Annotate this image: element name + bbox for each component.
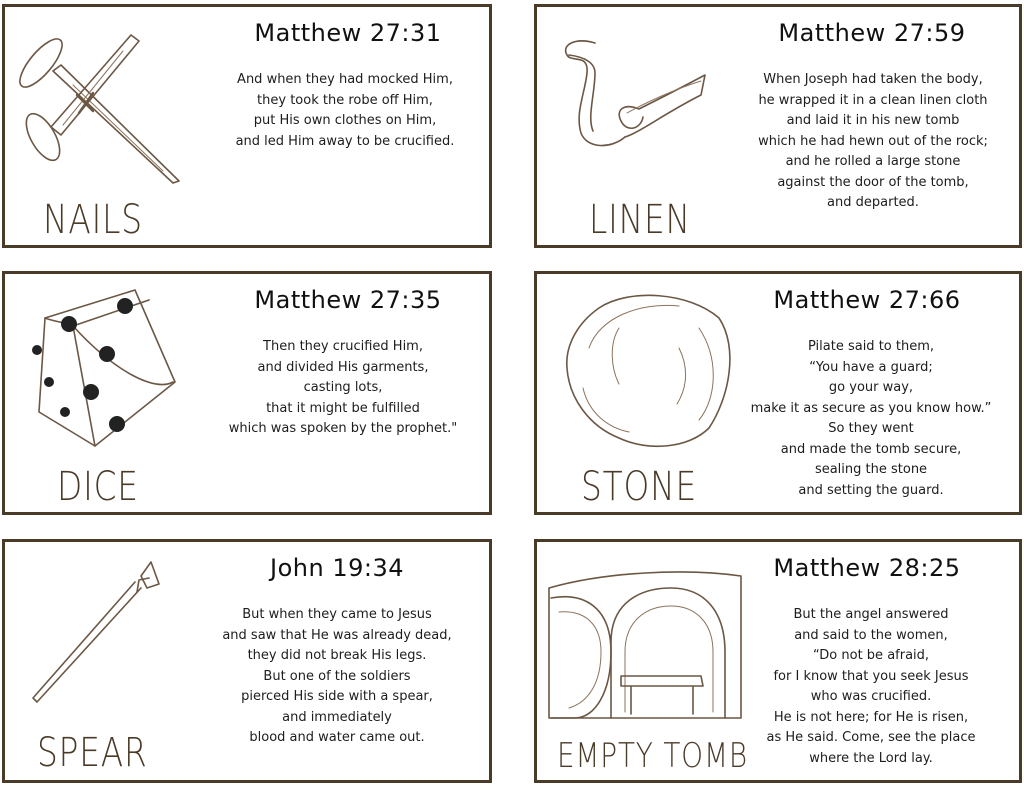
verse-text [721,337,1021,501]
verse-line: and setting the guard. [798,482,944,498]
verse-line: and led Him away to be crucified. [235,133,455,149]
nails-icon [13,21,193,191]
card-label: EMPTY TOMB [557,736,748,776]
verse-reference: John 19:34 [270,554,404,582]
verse-reference: Matthew 27:59 [778,19,966,47]
stone-icon [559,288,739,458]
verse-line: which he had hewn out of the rock; [758,133,988,149]
card-empty-tomb [534,539,1022,783]
verse-text [721,605,1021,769]
verse-line: So they went [828,421,914,436]
verse-line: But when they came to Jesus [242,607,432,622]
verse-line: Then they crucified Him, [263,339,423,354]
verse-line: But the angel answered [793,607,949,622]
verse-line: and he rolled a large stone [785,154,961,169]
verse-reference: Matthew 28:25 [773,554,961,582]
card-label: NAILS [43,197,143,243]
card-linen [534,4,1022,248]
card-dice [2,271,492,515]
verse-text [723,70,1023,214]
verse-reference: Matthew 27:31 [254,19,442,47]
card-spear [2,539,492,783]
verse-reference: Matthew 27:35 [254,286,442,314]
verse-line: and departed. [827,195,919,210]
dice-icon [25,282,185,442]
verse-line: sealing the stone [814,462,928,477]
verse-line: “Do not be afraid, [812,648,930,663]
verse-line: But one of the soldiers [263,668,411,684]
verse-line: they took the robe off Him, [257,92,433,108]
verse-line: casting lots, [303,380,383,395]
spear-icon [29,558,169,708]
verse-line: he wrapped it in a clean linen cloth [758,92,988,108]
card-label: LINEN [589,197,691,243]
verse-line: against the door of the tomb, [777,174,969,190]
verse-line: go your way, [828,380,914,395]
verse-line: When Joseph had taken the body, [763,72,983,87]
verse-line: they did not break His legs. [247,648,427,663]
verse-line: and made the tomb secure, [780,441,962,457]
verse-text [193,337,493,440]
verse-line: and immediately [282,709,392,725]
card-nails [2,4,492,248]
verse-line: and saw that He was already dead, [222,627,452,643]
verse-line: Pilate said to them, [807,339,935,354]
verse-line: And when they had mocked Him, [237,72,453,87]
verse-line: which was spoken by the prophet." [228,421,458,436]
empty-tomb-icon [545,552,745,720]
verse-line: “You have a guard; [809,359,933,375]
card-label: DICE [57,464,139,510]
verse-line: where the Lord lay. [809,750,933,766]
verse-line: He is not here; for He is risen, [773,709,969,725]
verse-line: blood and water came out. [249,730,425,745]
verse-text [195,70,495,152]
verse-line: and laid it in his new tomb [786,113,960,128]
verse-line: make it as secure as you know how.” [750,400,992,416]
verse-line: that it might be fulfilled [266,400,420,416]
linen-cloth-icon [555,33,715,153]
verse-line: as He said. Come, see the place [766,730,976,745]
verse-line: and divided His garments, [257,359,429,375]
card-stone [534,271,1022,515]
verse-line: and said to the women, [794,627,948,643]
verse-reference: Matthew 27:66 [773,286,961,314]
card-label: SPEAR [37,730,148,776]
verse-text [187,605,487,749]
verse-line: for I know that you seek Jesus [773,668,969,684]
verse-line: who was crucified. [810,689,932,704]
verse-line: pierced His side with a spear, [241,689,433,704]
verse-line: put His own clothes on Him, [253,113,437,128]
card-label: STONE [581,464,698,510]
